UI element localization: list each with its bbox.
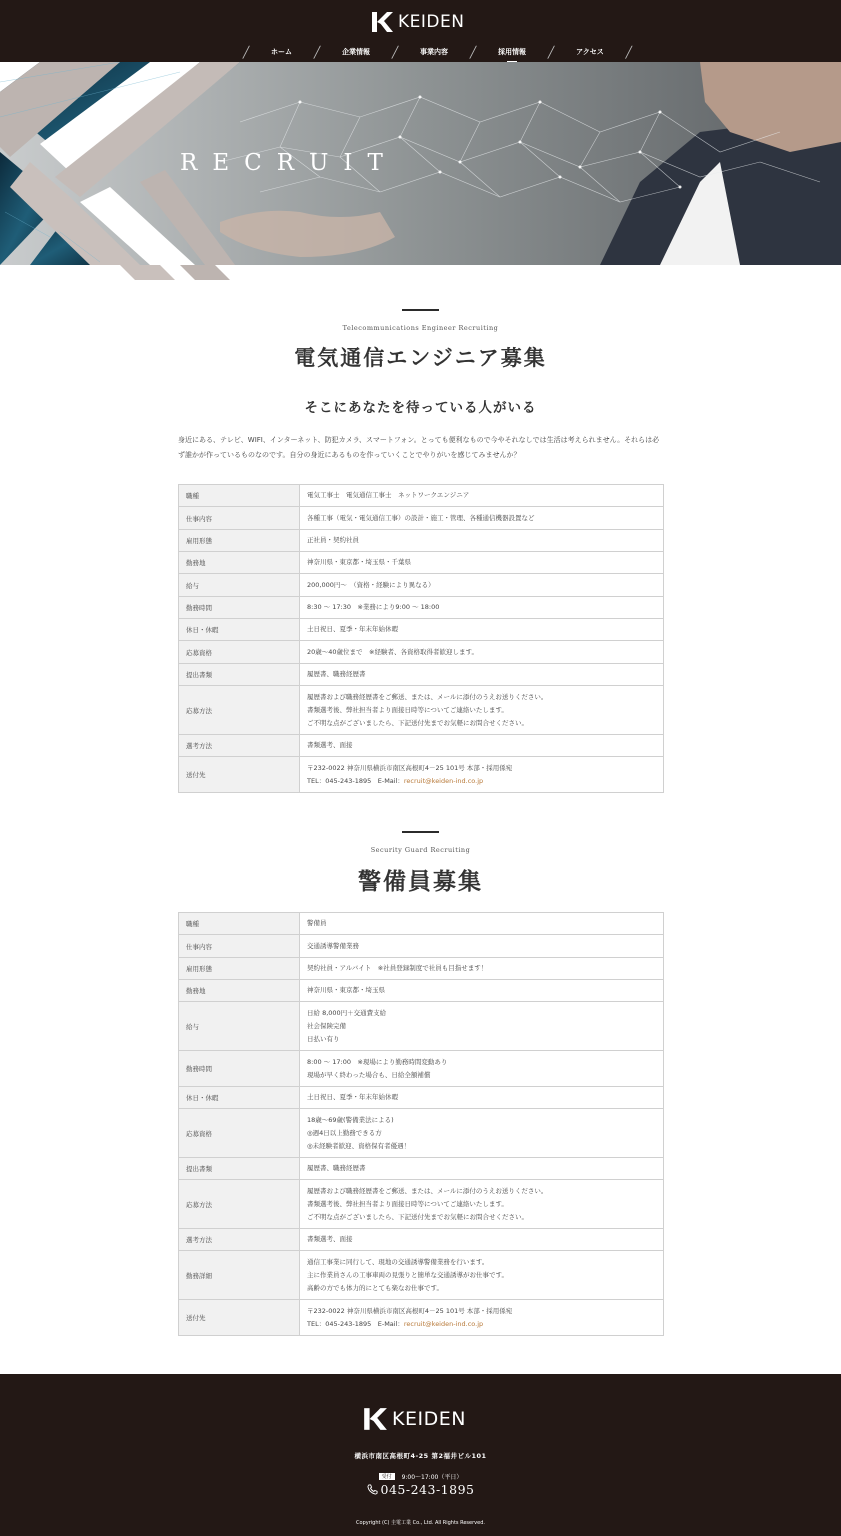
table-row (179, 1109, 664, 1158)
hours-badge: 受付 (379, 1473, 395, 1480)
row-label: 雇用形態 (179, 958, 300, 980)
nav-item-1[interactable]: 企業情報 (342, 48, 370, 56)
row-value (300, 1002, 664, 1051)
row-value (300, 1051, 664, 1087)
footer-logo[interactable] (362, 1406, 466, 1432)
table-row (179, 1087, 664, 1109)
row-value-line: 200,000円～ （資格・経験により異なる） (307, 580, 435, 589)
row-label: 休日・休暇 (179, 619, 300, 641)
nav-separator: ╱ (391, 45, 399, 59)
nav-item-0[interactable]: ホーム (271, 48, 292, 56)
table-row (179, 507, 664, 530)
phone-icon (367, 1484, 378, 1495)
row-value (300, 619, 664, 641)
row-value-line: ご不明な点がございましたら、下記送付先までお気軽にお問合せください。 (307, 1212, 528, 1221)
row-label: 勤務地 (179, 980, 300, 1002)
row-value-line: 〒232-0022 神奈川県横浜市南区高根町4－25 101号 本部・採用係宛 (307, 1306, 513, 1315)
k-logo-icon (362, 1406, 388, 1432)
row-value (300, 935, 664, 958)
copyright: Copyright (C) 圭電工業 Co., Ltd. All Rights Reserved. (356, 1520, 485, 1526)
row-value-line: 履歴書、職務経歴書 (307, 670, 366, 678)
row-value (300, 1158, 664, 1180)
row-label: 送付先 (179, 757, 300, 793)
table-row (179, 1051, 664, 1087)
table-row (179, 735, 664, 757)
row-value-line: 履歴書、職務経歴書 (307, 1164, 366, 1172)
row-label: 応募資格 (179, 641, 300, 664)
row-value (300, 641, 664, 664)
table-row (179, 485, 664, 507)
guard-title: 警備員募集 (358, 868, 483, 895)
hero-k-tail (0, 265, 230, 280)
site-header (0, 0, 841, 62)
footer-phone-link[interactable] (0, 1482, 841, 1497)
row-value (300, 597, 664, 619)
email-link[interactable]: recruit@keiden-ind.co.jp (403, 776, 484, 785)
row-label: 仕事内容 (179, 507, 300, 530)
table-row (179, 1180, 664, 1229)
phone-number: 045-243-1895 (380, 1482, 475, 1497)
engineer-title: 電気通信エンジニア募集 (294, 345, 547, 370)
row-label: 勤務時間 (179, 1051, 300, 1087)
row-value-line: 土日祝日、夏季・年末年始休暇 (307, 625, 398, 633)
table-row (179, 935, 664, 958)
email-link[interactable]: recruit@keiden-ind.co.jp (403, 1319, 484, 1328)
hours-text: 9:00〜17:00（平日） (401, 1474, 463, 1481)
table-row (179, 1251, 664, 1300)
row-value-line: 20歳～40歳位まで ※経験者、各資格取得者歓迎します。 (307, 647, 478, 656)
nav-separator: ╱ (313, 45, 321, 59)
nav-separator: ╱ (242, 45, 250, 59)
row-label: 給与 (179, 574, 300, 597)
table-row (179, 958, 664, 980)
row-label: 雇用形態 (179, 530, 300, 552)
table-row (179, 980, 664, 1002)
main-nav (240, 44, 635, 60)
table-row (179, 552, 664, 574)
table-row (179, 757, 664, 793)
logo-text: KEIDEN (398, 12, 465, 32)
row-value-line: 18歳～69歳(警備業法による) (307, 1115, 394, 1124)
row-value (300, 530, 664, 552)
engineer-catchphrase: そこにあなたを待っている人がいる (304, 400, 537, 416)
site-footer (0, 1374, 841, 1536)
guard-job-table (178, 912, 664, 1336)
logo-text: KEIDEN (392, 1408, 466, 1430)
row-value-line: 書類選考、面接 (307, 1235, 353, 1243)
row-value-line: 警備員 (307, 919, 327, 927)
row-value-line: 書類選考後、弊社担当者より面接日時等についてご連絡いたします。 (307, 1199, 508, 1208)
row-value-line: 電気工事士 電気通信工事士 ネットワークエンジニア (307, 491, 470, 499)
nav-item-2[interactable]: 事業内容 (420, 48, 448, 56)
row-label: 選考方法 (179, 735, 300, 757)
table-row (179, 619, 664, 641)
row-value (300, 574, 664, 597)
nav-separator: ╱ (625, 45, 633, 59)
nav-separator: ╱ (547, 45, 555, 59)
row-label: 勤務地 (179, 552, 300, 574)
row-value-line: 日払い有り (307, 1034, 340, 1043)
row-value-line: ◎未経験者歓迎、資格保有者優遇！ (307, 1141, 411, 1150)
row-value-line: 高齢の方でも体力的にとても楽なお仕事です。 (307, 1283, 443, 1292)
contact-line (307, 775, 656, 788)
k-logo-icon (370, 10, 394, 34)
table-row (179, 574, 664, 597)
row-value-line: 日給 8,000円＋交通費支給 (307, 1008, 387, 1017)
row-value-line: 8:00 ～ 17:00 ※現場により勤務時間変動あり (307, 1057, 448, 1066)
row-value (300, 686, 664, 735)
row-value-line: 契約社員・アルバイト ※社員登録制度で社員も目指せます！ (307, 964, 488, 972)
table-row (179, 597, 664, 619)
row-value (300, 1229, 664, 1251)
engineer-subtitle-en: Telecommunications Engineer Recruiting (342, 324, 499, 332)
table-row (179, 1229, 664, 1251)
row-value-line: 神奈川県・東京都・埼玉県 (307, 986, 385, 994)
table-row (179, 1002, 664, 1051)
row-label: 給与 (179, 1002, 300, 1051)
row-value-line: 履歴書および職務経歴書をご郵送、または、メールに添付のうえお送りください。 (307, 692, 548, 701)
table-row (179, 641, 664, 664)
row-value (300, 735, 664, 757)
row-value-line: 書類選考後、弊社担当者より面接日時等についてご連絡いたします。 (307, 705, 508, 714)
table-row (179, 664, 664, 686)
row-label: 勤務時間 (179, 597, 300, 619)
table-row (179, 1300, 664, 1336)
row-value (300, 485, 664, 507)
row-label: 送付先 (179, 1300, 300, 1336)
row-value-line: ご不明な点がございましたら、下記送付先までお気軽にお問合せください。 (307, 718, 528, 727)
nav-separator: ╱ (469, 45, 477, 59)
row-value-line: ◎週4日以上勤務できる方 (307, 1128, 382, 1137)
header-logo[interactable] (370, 10, 464, 34)
section-divider (402, 831, 439, 833)
table-row (179, 686, 664, 735)
row-value (300, 664, 664, 686)
row-value (300, 757, 664, 793)
hero-banner (0, 62, 841, 265)
row-value (300, 913, 664, 935)
engineer-job-table (178, 484, 664, 793)
row-value (300, 507, 664, 530)
nav-item-3[interactable]: 採用情報 (479, 47, 545, 57)
nav-item-4[interactable]: アクセス (576, 48, 604, 56)
row-value (300, 552, 664, 574)
row-value-line: 履歴書および職務経歴書をご郵送、または、メールに添付のうえお送りください。 (307, 1186, 548, 1195)
footer-hours (0, 1472, 841, 1481)
row-value (300, 1251, 664, 1300)
row-label: 提出書類 (179, 664, 300, 686)
engineer-intro: 身近にある、テレビ、WIFI、インターネット、防犯カメラ、スマートフォン。とっても便利なもので今やそれなしでは生活は考えられません。それらは必ず誰かが作っているものなのです。自分の身近にあるものを作っていくことでやりがいを感じてみませんか？ (178, 436, 660, 459)
row-value-line: 土日祝日、夏季・年末年始休暇 (307, 1093, 398, 1101)
row-label: 仕事内容 (179, 935, 300, 958)
row-label: 応募資格 (179, 1109, 300, 1158)
row-value-line: 交通誘導警備業務 (307, 941, 359, 950)
row-value-line: 主に作業員さんの工事車両の見張りと簡単な交通誘導がお仕事です。 (307, 1270, 508, 1279)
row-label: 選考方法 (179, 1229, 300, 1251)
table-row (179, 913, 664, 935)
row-value-line: 8:30 ～ 17:30 ※業務により9:00 ～ 18:00 (307, 603, 440, 611)
row-label: 休日・休暇 (179, 1087, 300, 1109)
table-row (179, 530, 664, 552)
row-label: 提出書類 (179, 1158, 300, 1180)
hero-title: RECRUIT (180, 150, 398, 176)
row-value-line: 正社員・契約社員 (307, 536, 359, 544)
row-label: 応募方法 (179, 686, 300, 735)
row-value-line: 通信工事業に同行して、現地の交通誘導警備業務を行います。 (307, 1257, 489, 1266)
row-value (300, 1087, 664, 1109)
row-value-line: 各種工事（電気・電気通信工事）の設計・施工・管理、各種通信機器設置など (307, 513, 535, 522)
section-divider (402, 309, 439, 311)
row-label: 職種 (179, 485, 300, 507)
row-value (300, 958, 664, 980)
table-row (179, 1158, 664, 1180)
row-label: 勤務詳細 (179, 1251, 300, 1300)
row-value-line: 現場が早く終わった場合も、日給全額補償 (307, 1070, 431, 1079)
tel-text: TEL：045-243-1895 E-Mail： (307, 776, 404, 785)
footer-address: 横浜市南区高根町4-25 第2福井ビル101 (354, 1452, 487, 1460)
row-value-line: 神奈川県・東京都・埼玉県・千葉県 (307, 558, 411, 566)
row-label: 職種 (179, 913, 300, 935)
row-value-line: 〒232-0022 神奈川県横浜市南区高根町4－25 101号 本部・採用係宛 (307, 763, 513, 772)
row-label: 応募方法 (179, 1180, 300, 1229)
row-value (300, 980, 664, 1002)
contact-line (307, 1318, 656, 1331)
row-value (300, 1180, 664, 1229)
hero-image (0, 62, 841, 265)
row-value (300, 1300, 664, 1336)
row-value-line: 書類選考、面接 (307, 741, 353, 749)
tel-text: TEL：045-243-1895 E-Mail： (307, 1319, 404, 1328)
row-value-line: 社会保険完備 (307, 1021, 346, 1030)
guard-subtitle-en: Security Guard Recruiting (370, 846, 471, 854)
row-value (300, 1109, 664, 1158)
